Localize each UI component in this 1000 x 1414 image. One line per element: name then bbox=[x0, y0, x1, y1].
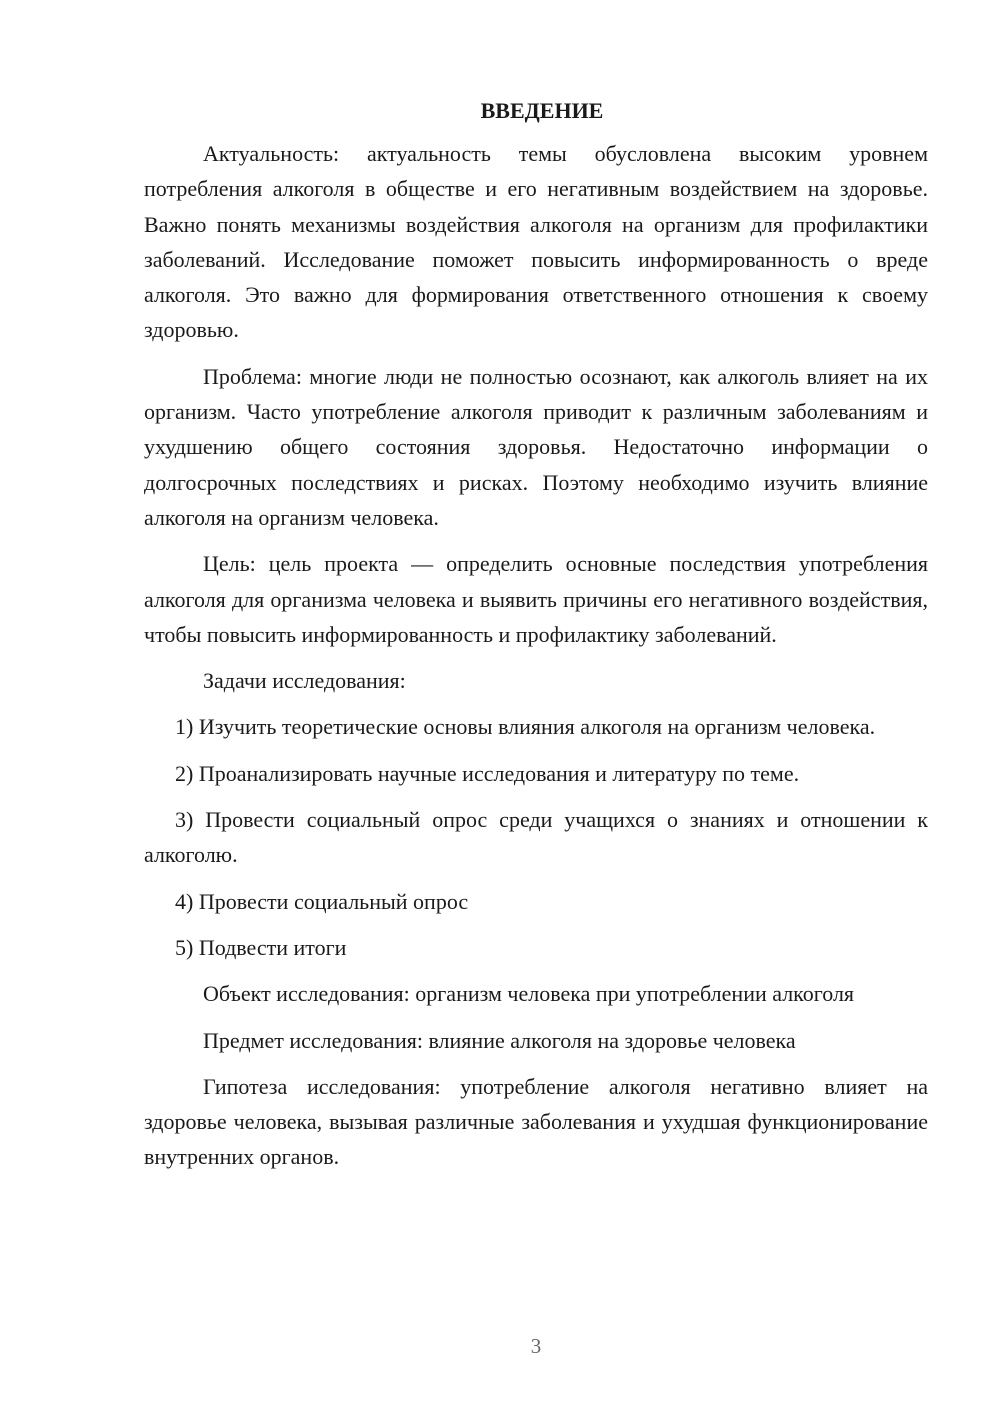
task-item-1: 1) Изучить теоретические основы влияния алкоголя на организм человека. bbox=[175, 714, 876, 740]
paragraph-relevance: Актуальность: актуальность темы обусловлена высоким уровнем потребления алкоголя в обществе и его негативным воздействием на здоровье. Важно понять механизмы воздействия алкоголя на организм для профилактики заболеваний. Исследование поможет повысить информированность о вреде алкоголя. Это важно для формирования ответственного отношения к своему здоровью. bbox=[144, 141, 928, 343]
task-item-4: 4) Провести социальный опрос bbox=[175, 888, 469, 914]
document-page bbox=[144, 96, 928, 1175]
paragraph-problem: Проблема: многие люди не полностью осознают, как алкоголь влияет на их организм. Часто употребление алкоголя приводит к различным заболеваниям и ухудшению общего состояния здоровья. Недостаточно информации о долгосрочных последствиях и рисках. Поэтому необходимо изучить влияние алкоголя на организм человека. bbox=[144, 363, 928, 530]
task-item-2: 2) Проанализировать научные исследования и литературу по теме. bbox=[175, 760, 800, 786]
paragraph-tasks-heading: Задачи исследования: bbox=[203, 668, 406, 694]
task-item-5: 5) Подвести итоги bbox=[175, 934, 347, 960]
section-title: ВВЕДЕНИЕ bbox=[480, 98, 604, 123]
paragraph-hypothesis: Гипотеза исследования: употребление алкоголя негативно влияет на здоровье человека, вызывая различные заболевания и ухудшая функционирование внутренних органов. bbox=[144, 1073, 928, 1170]
page-number: 3 bbox=[530, 1334, 542, 1358]
paragraph-object: Объект исследования: организм человека при употреблении алкоголя bbox=[203, 981, 855, 1007]
paragraph-goal: Цель: цель проекта — определить основные последствия употребления алкоголя для организма человека и выявить причины его негативного воздействия, чтобы повысить информированность и профилактику заболеваний. bbox=[144, 551, 928, 647]
task-item-3: 3) Провести социальный опрос среди учащихся о знаниях и отношении к алкоголю. bbox=[144, 807, 928, 868]
paragraph-subject: Предмет исследования: влияние алкоголя на здоровье человека bbox=[203, 1027, 796, 1053]
